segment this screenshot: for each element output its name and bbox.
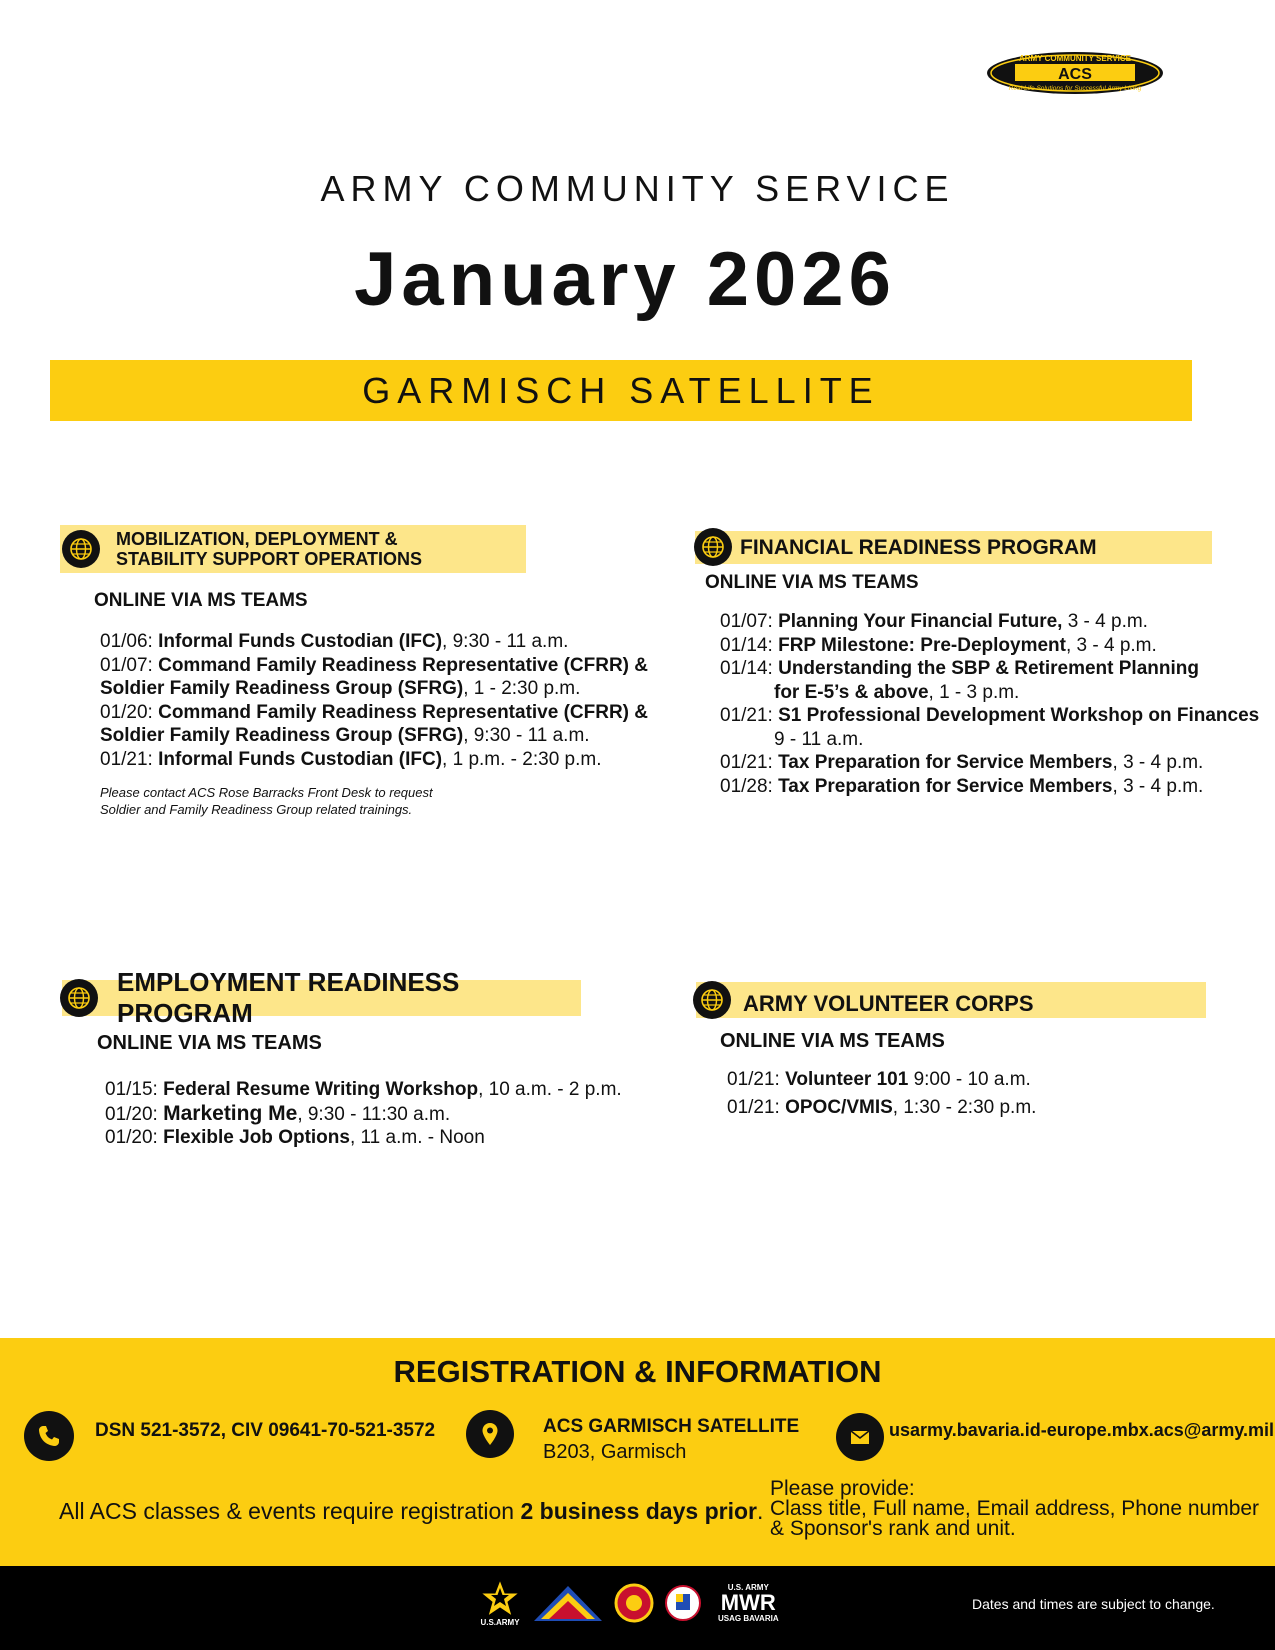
event-name: Soldier Family Readiness Group (SFRG) <box>100 725 464 746</box>
event-date: 01/21: <box>100 748 153 770</box>
event-time: , 10 a.m. - 2 p.m. <box>478 1079 622 1100</box>
event-time: , 9:30 - 11 a.m. <box>463 725 590 746</box>
location-name: ACS GARMISCH SATELLITE <box>543 1416 800 1437</box>
event-time: , 1 p.m. - 2:30 p.m. <box>442 748 602 770</box>
event-list-financial <box>720 610 1259 798</box>
provide-line: Class title, Full name, Email address, Phone number <box>770 1497 1260 1520</box>
event-name: Soldier Family Readiness Group (SFRG) <box>100 678 464 699</box>
acs-logo-tagline: Real-Life Solutions for Successful Army Living <box>1008 85 1142 92</box>
section-title: FINANCIAL READINESS PROGRAM <box>740 535 1097 559</box>
event-name: Command Family Readiness Representative (CFRR) & <box>158 654 649 676</box>
event-name: Federal Resume Writing Workshop <box>163 1079 479 1100</box>
mwr-top-text: U.S. ARMY <box>727 1582 769 1592</box>
event-list-volunteer <box>727 1066 1036 1122</box>
registration-title: REGISTRATION & INFORMATION <box>393 1354 882 1389</box>
event-date: 01/14: <box>720 634 773 656</box>
note-line: Please contact ACS Rose Barracks Front Desk to request <box>100 785 433 800</box>
event-name: Command Family Readiness Representative (CFRR) & <box>158 701 649 723</box>
event-item <box>720 634 1259 658</box>
phone-icon <box>24 1411 74 1461</box>
event-item <box>100 748 648 772</box>
event-time: 9 - 11 a.m. <box>774 728 864 750</box>
location-banner: GARMISCH SATELLITE <box>50 360 1192 421</box>
mwr-logo <box>718 1583 779 1623</box>
registration-provide-info <box>770 1479 1259 1539</box>
event-list-mobilization <box>100 630 648 771</box>
event-time: , 3 - 4 p.m. <box>1112 752 1204 773</box>
phone-number[interactable]: DSN 521-3572, CIV 09641-70-521-3572 <box>95 1420 436 1441</box>
event-time: , 1 - 2:30 p.m. <box>463 678 581 699</box>
event-name: Planning Your Financial Future, <box>778 611 1063 632</box>
event-date: 01/06: <box>100 631 153 652</box>
garrison-crest-icon <box>614 1583 654 1623</box>
event-name: Informal Funds Custodian (IFC) <box>158 631 443 652</box>
page-subtitle: ARMY COMMUNITY SERVICE <box>320 168 955 209</box>
event-time: , 11 a.m. - Noon <box>349 1127 485 1148</box>
event-date: 01/20: <box>105 1127 158 1148</box>
globe-icon <box>693 981 731 1019</box>
event-date: 01/20: <box>105 1103 158 1125</box>
mobilization-note <box>100 784 433 818</box>
event-item <box>727 1066 1036 1094</box>
online-label: ONLINE VIA MS TEAMS <box>97 1032 322 1054</box>
event-list-employment <box>105 1078 622 1150</box>
event-item <box>105 1102 622 1127</box>
online-label: ONLINE VIA MS TEAMS <box>720 1030 945 1052</box>
event-time: 3 - 4 p.m. <box>1062 611 1148 632</box>
section-title-line: MOBILIZATION, DEPLOYMENT & <box>116 529 398 549</box>
event-date: 01/21: <box>720 752 773 773</box>
section-title: ARMY VOLUNTEER CORPS <box>743 991 1034 1016</box>
globe-icon <box>62 530 100 568</box>
provide-line: Please provide: <box>770 1477 915 1500</box>
event-name: Flexible Job Options <box>163 1127 350 1148</box>
event-item <box>720 657 1259 681</box>
provide-line: & Sponsor's rank and unit. <box>770 1517 1016 1540</box>
event-name: S1 Professional Development Workshop on Finances <box>778 705 1260 726</box>
event-item <box>720 751 1259 775</box>
globe-icon <box>694 528 732 566</box>
section-header <box>695 531 1212 564</box>
section-employment <box>62 967 581 1028</box>
registration-requirement <box>59 1498 763 1525</box>
mwr-mark: MWR <box>720 1589 776 1615</box>
globe-icon <box>60 979 98 1017</box>
event-name: Volunteer 101 <box>785 1069 909 1090</box>
event-date: 01/28: <box>720 775 773 797</box>
event-item <box>720 704 1259 728</box>
section-header <box>696 982 1206 1018</box>
army-star-icon <box>478 1578 522 1618</box>
event-date: 01/20: <box>100 701 153 723</box>
requirement-text: . <box>756 1498 764 1524</box>
event-item-continued <box>100 677 648 701</box>
section-title <box>116 529 422 569</box>
event-name: OPOC/VMIS <box>785 1097 893 1118</box>
event-item <box>100 654 648 678</box>
event-date: 01/14: <box>720 658 773 679</box>
event-item <box>720 775 1259 799</box>
event-date: 01/21: <box>727 1097 780 1118</box>
event-time: , 1:30 - 2:30 p.m. <box>892 1097 1037 1118</box>
event-time: 9:00 - 10 a.m. <box>908 1069 1031 1090</box>
note-line: Soldier and Family Readiness Group related trainings. <box>100 802 413 817</box>
requirement-emphasis: 2 business days prior <box>520 1498 757 1524</box>
event-date: 01/15: <box>105 1079 158 1100</box>
event-item <box>727 1094 1036 1122</box>
location-pin-icon <box>466 1410 514 1458</box>
event-date: 01/21: <box>727 1069 780 1090</box>
event-time: , 9:30 - 11 a.m. <box>442 631 569 652</box>
section-header <box>62 967 581 1028</box>
event-time: , 3 - 4 p.m. <box>1065 634 1157 656</box>
event-name: Understanding the SBP & Retirement Planning <box>778 658 1199 679</box>
event-item <box>100 701 648 725</box>
event-item <box>100 630 648 654</box>
disclaimer: Dates and times are subject to change. <box>972 1596 1215 1612</box>
army-label: U.S.ARMY <box>480 1618 520 1627</box>
event-name: Marketing Me <box>163 1101 298 1125</box>
event-date: 01/21: <box>720 705 773 726</box>
event-time: , 9:30 - 11:30 a.m. <box>297 1103 451 1125</box>
event-item-continued <box>720 728 1259 752</box>
event-name: Tax Preparation for Service Members <box>778 752 1113 773</box>
online-label: ONLINE VIA MS TEAMS <box>94 590 308 611</box>
acs-logo-top-text: ARMY COMMUNITY SERVICE <box>1018 54 1132 63</box>
event-date: 01/07: <box>100 654 153 676</box>
section-title-line: STABILITY SUPPORT OPERATIONS <box>116 549 423 569</box>
section-header <box>60 525 526 573</box>
event-name: for E-5’s & above <box>774 681 929 703</box>
event-item <box>720 610 1259 634</box>
email-address[interactable]: usarmy.bavaria.id-europe.mbx.acs@army.mil <box>889 1420 1275 1440</box>
seventh-army-insignia-icon <box>532 1583 604 1623</box>
requirement-text: All ACS classes & events require registration <box>59 1498 521 1524</box>
event-date: 01/07: <box>720 611 773 632</box>
section-financial <box>695 531 1212 564</box>
email-icon <box>836 1413 884 1461</box>
partner-logos <box>478 1578 779 1627</box>
online-label: ONLINE VIA MS TEAMS <box>705 572 919 593</box>
event-name: Informal Funds Custodian (IFC) <box>158 748 443 770</box>
acs-logo-mark: ACS <box>1058 66 1092 83</box>
section-title: EMPLOYMENT READINESS PROGRAM <box>117 967 460 1028</box>
event-item-continued <box>100 724 648 748</box>
bavaria-seal-icon <box>664 1584 702 1622</box>
mwr-bottom-text: USAG BAVARIA <box>718 1613 779 1623</box>
event-item <box>105 1078 622 1102</box>
event-item-continued <box>720 681 1259 705</box>
section-volunteer <box>696 982 1206 1018</box>
section-mobilization <box>60 525 526 573</box>
event-item <box>105 1126 622 1150</box>
page-title: January 2026 <box>354 237 896 322</box>
event-time: , 1 - 3 p.m. <box>928 681 1020 703</box>
acs-logo <box>985 50 1165 96</box>
us-army-logo <box>478 1578 522 1627</box>
event-name: Tax Preparation for Service Members <box>778 775 1113 797</box>
event-name: FRP Milestone: Pre-Deployment <box>778 634 1066 656</box>
event-time: , 3 - 4 p.m. <box>1112 775 1204 797</box>
location-address: B203, Garmisch <box>543 1441 687 1463</box>
